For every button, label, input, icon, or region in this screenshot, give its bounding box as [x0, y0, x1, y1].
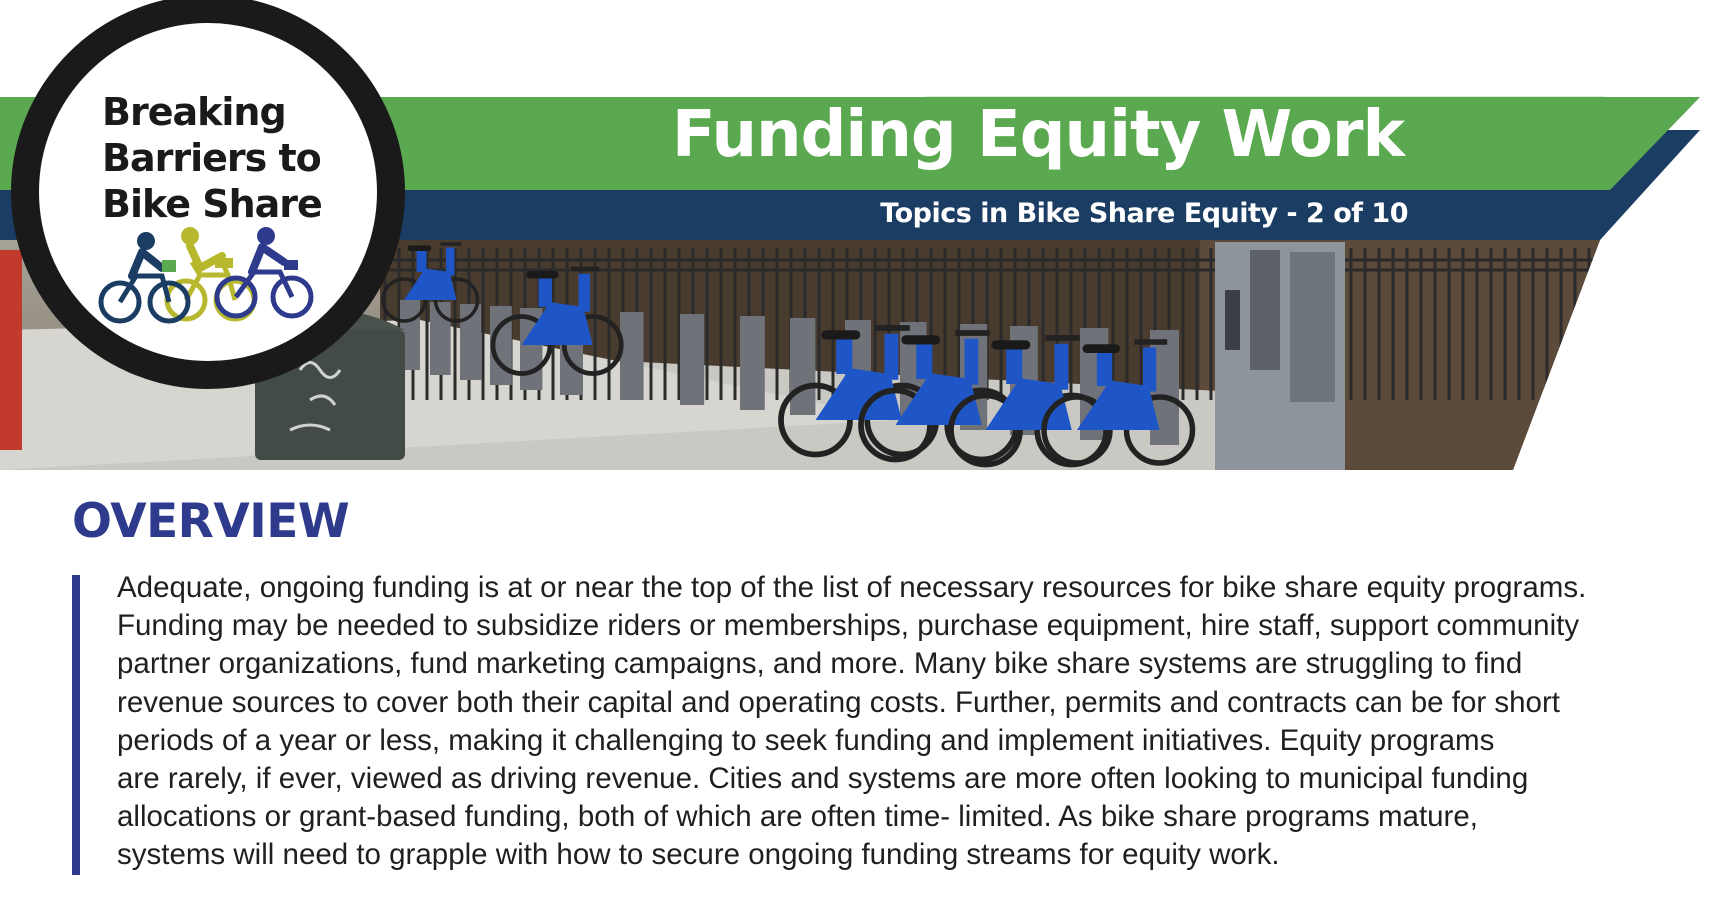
overview-line: revenue sources to cover both their capital and operating costs. Further, permits and contracts can be for short	[117, 685, 1560, 719]
overview-line: partner organizations, fund marketing campaigns, and more. Many bike share systems are struggling to find	[117, 647, 1523, 681]
overview-line: systems will need to grapple with how to secure ongoing funding streams for equity work.	[117, 838, 1280, 872]
overview-accent-bar	[72, 575, 80, 875]
overview-line: allocations or grant-based funding, both of which are often time- limited. As bike share programs mature,	[117, 800, 1478, 834]
overview-line: periods of a year or less, making it challenging to seek funding and implement initiatives. Equity programs	[117, 723, 1495, 757]
bike-dock	[680, 314, 704, 405]
logo-line: Breaking	[102, 90, 286, 134]
page-subtitle: Topics in Bike Share Equity - 2 of 10	[880, 198, 1408, 229]
page-title: Funding Equity Work	[671, 98, 1404, 172]
overview-line: Funding may be needed to subsidize riders or memberships, purchase equipment, hire staff, support community	[117, 609, 1580, 643]
bike-dock	[740, 316, 765, 410]
overview-line: are rarely, if ever, viewed as driving revenue. Cities and systems are more often looking to municipal funding	[117, 762, 1529, 796]
overview-body	[117, 569, 1697, 875]
bike-dock	[790, 318, 815, 415]
overview-heading: OVERVIEW	[72, 494, 350, 549]
logo-wordmark	[102, 89, 322, 227]
bike-dock	[620, 312, 644, 400]
logo-line: Barriers to	[102, 136, 321, 180]
logo-line: Bike Share	[102, 182, 322, 226]
overview-line: Adequate, ongoing funding is at or near the top of the list of necessary resources for bike share equity programs.	[117, 571, 1587, 604]
